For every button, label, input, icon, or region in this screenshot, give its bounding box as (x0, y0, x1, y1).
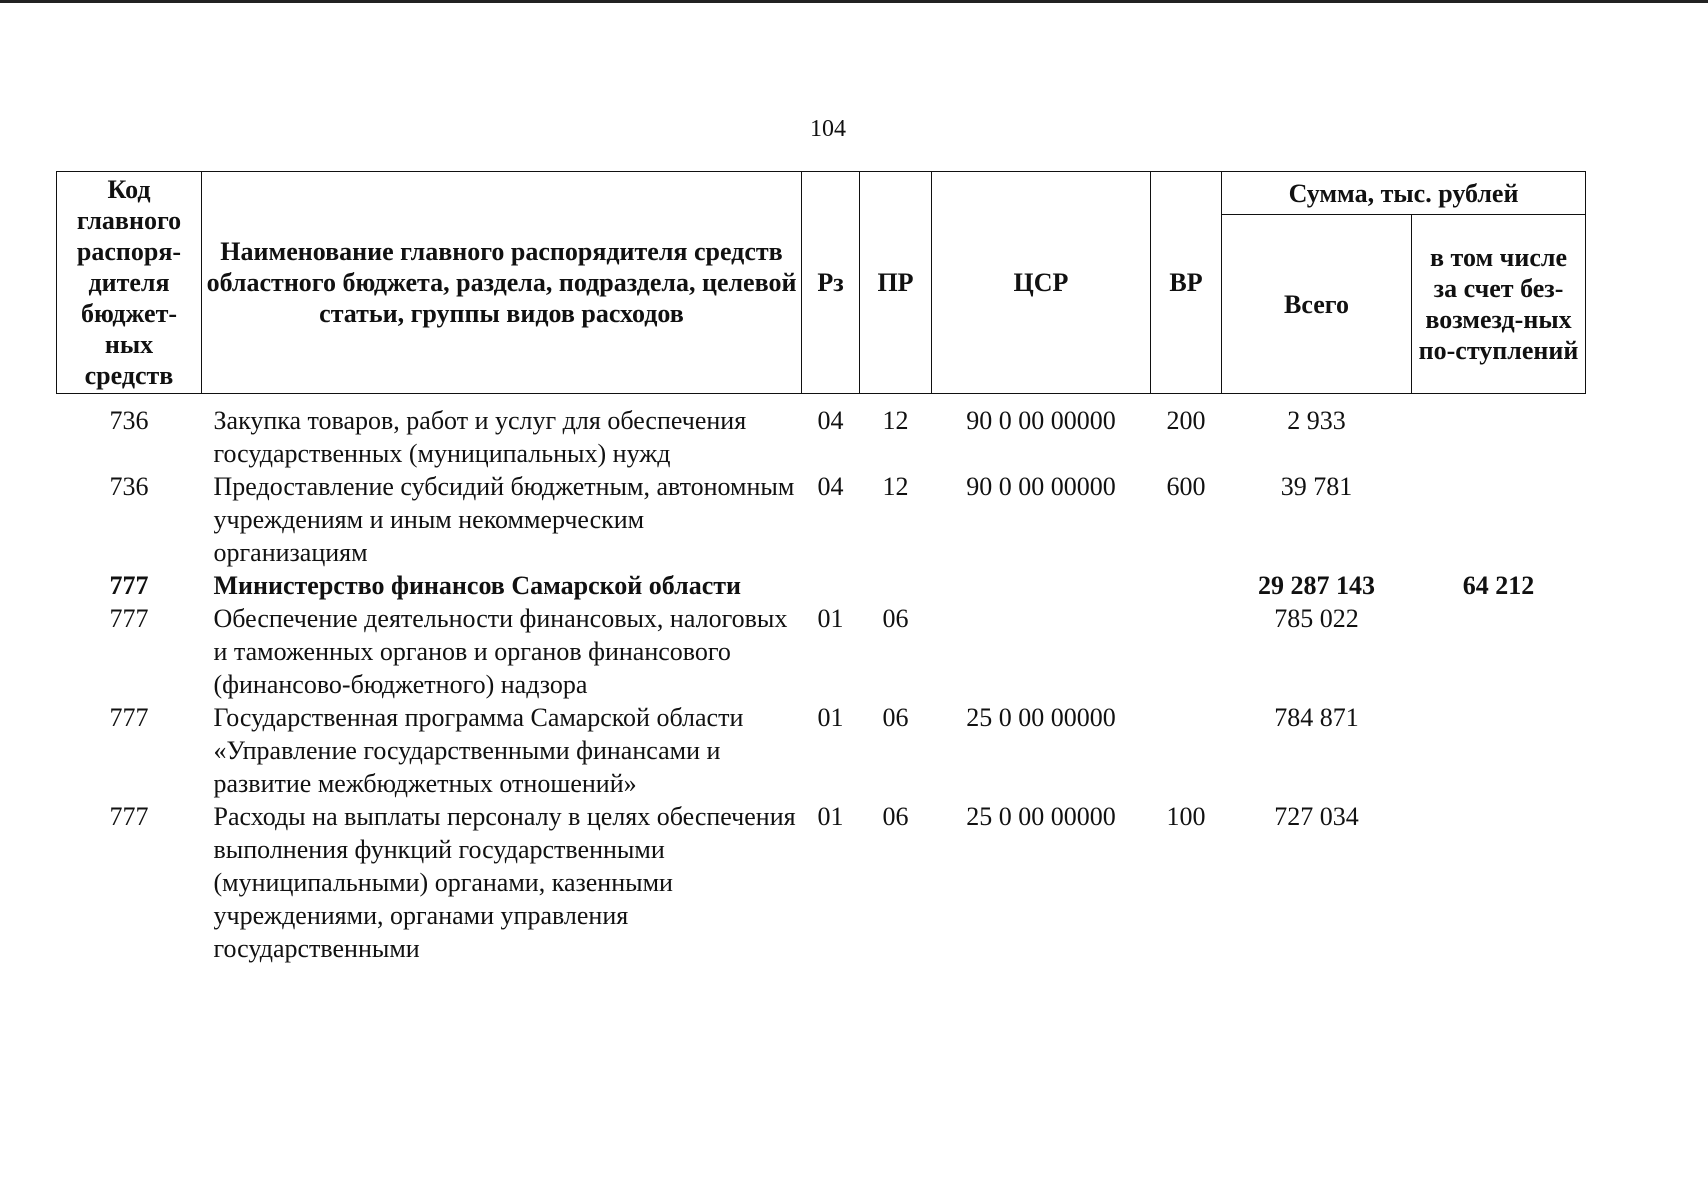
header-grants: в том числе за счет без-возмезд-ных по-ступлений (1412, 215, 1586, 394)
cell-code: 777 (109, 802, 149, 831)
cell-total: 29 287 143 (1258, 571, 1375, 600)
header-sum: Сумма, тыс. рублей (1222, 172, 1586, 215)
cell-grants (1412, 800, 1586, 965)
cell-rz: 01 (817, 604, 844, 633)
cell-grants (1412, 602, 1586, 701)
cell-total: 39 781 (1280, 472, 1353, 501)
cell-total: 785 022 (1274, 604, 1359, 633)
cell-csr: 25 0 00 00000 (966, 703, 1116, 732)
cell-csr (932, 569, 1151, 602)
cell-total: 784 871 (1274, 703, 1359, 732)
cell-pr (860, 569, 932, 602)
cell-pr: 12 (882, 406, 909, 435)
cell-pr: 12 (882, 472, 909, 501)
cell-name: Государственная программа Самарской области «Управление государственными финансами и развитие межбюджетных отношений» (213, 703, 744, 798)
table-row (57, 404, 1586, 470)
cell-grants: 64 212 (1462, 571, 1535, 600)
table-row (57, 701, 1586, 800)
cell-grants (1412, 701, 1586, 800)
budget-table (56, 171, 1586, 965)
cell-name: Расходы на выплаты персоналу в целях обеспечения выполнения функций государственными (муниципальными) органами, казенными учреждениями, органами управления государственными (213, 802, 796, 963)
cell-name: Предоставление субсидий бюджетным, автономным учреждениям и иным некоммерческим организациям (213, 472, 795, 567)
cell-rz: 04 (817, 406, 844, 435)
cell-code: 777 (109, 703, 149, 732)
table-row (57, 800, 1586, 965)
cell-rz (802, 569, 860, 602)
cell-code: 736 (109, 472, 149, 501)
header-total: Всего (1222, 215, 1412, 394)
header-name: Наименование главного распорядителя средств областного бюджета, раздела, подраздела, целевой статьи, группы видов расходов (202, 172, 802, 394)
header-code: Код главного распоря-дителя бюджет-ных средств (57, 172, 202, 394)
cell-total: 2 933 (1287, 406, 1346, 435)
page-number: 104 (810, 116, 846, 142)
table-row (57, 602, 1586, 701)
cell-code: 777 (109, 604, 149, 633)
cell-vr: 600 (1166, 472, 1206, 501)
header-vr: ВР (1151, 172, 1222, 394)
header-rz: Рз (802, 172, 860, 394)
cell-csr: 25 0 00 00000 (966, 802, 1116, 831)
cell-csr: 90 0 00 00000 (966, 472, 1116, 501)
cell-grants (1412, 470, 1586, 569)
cell-pr: 06 (882, 604, 909, 633)
cell-grants (1412, 404, 1586, 470)
top-border-line (0, 0, 1708, 3)
cell-vr (1151, 701, 1222, 800)
cell-csr (932, 602, 1151, 701)
table-header (57, 172, 1586, 394)
cell-csr: 90 0 00 00000 (966, 406, 1116, 435)
cell-vr: 100 (1166, 802, 1206, 831)
table-row (57, 470, 1586, 569)
cell-pr: 06 (882, 802, 909, 831)
cell-name: Закупка товаров, работ и услуг для обеспечения государственных (муниципальных) нужд (213, 406, 747, 468)
cell-vr: 200 (1166, 406, 1206, 435)
header-csr: ЦСР (932, 172, 1151, 394)
cell-code: 736 (109, 406, 149, 435)
cell-vr (1151, 602, 1222, 701)
table-row-ministry (57, 569, 1586, 602)
cell-total: 727 034 (1274, 802, 1359, 831)
cell-rz: 04 (817, 472, 844, 501)
header-pr: ПР (860, 172, 932, 394)
cell-rz: 01 (817, 703, 844, 732)
table-body (57, 394, 1586, 966)
cell-rz: 01 (817, 802, 844, 831)
cell-vr (1151, 569, 1222, 602)
cell-name: Обеспечение деятельности финансовых, налоговых и таможенных органов и органов финансового (финансово-бюджетного) надзора (213, 604, 788, 699)
cell-code: 777 (109, 571, 149, 600)
cell-pr: 06 (882, 703, 909, 732)
cell-name: Министерство финансов Самарской области (213, 571, 741, 600)
